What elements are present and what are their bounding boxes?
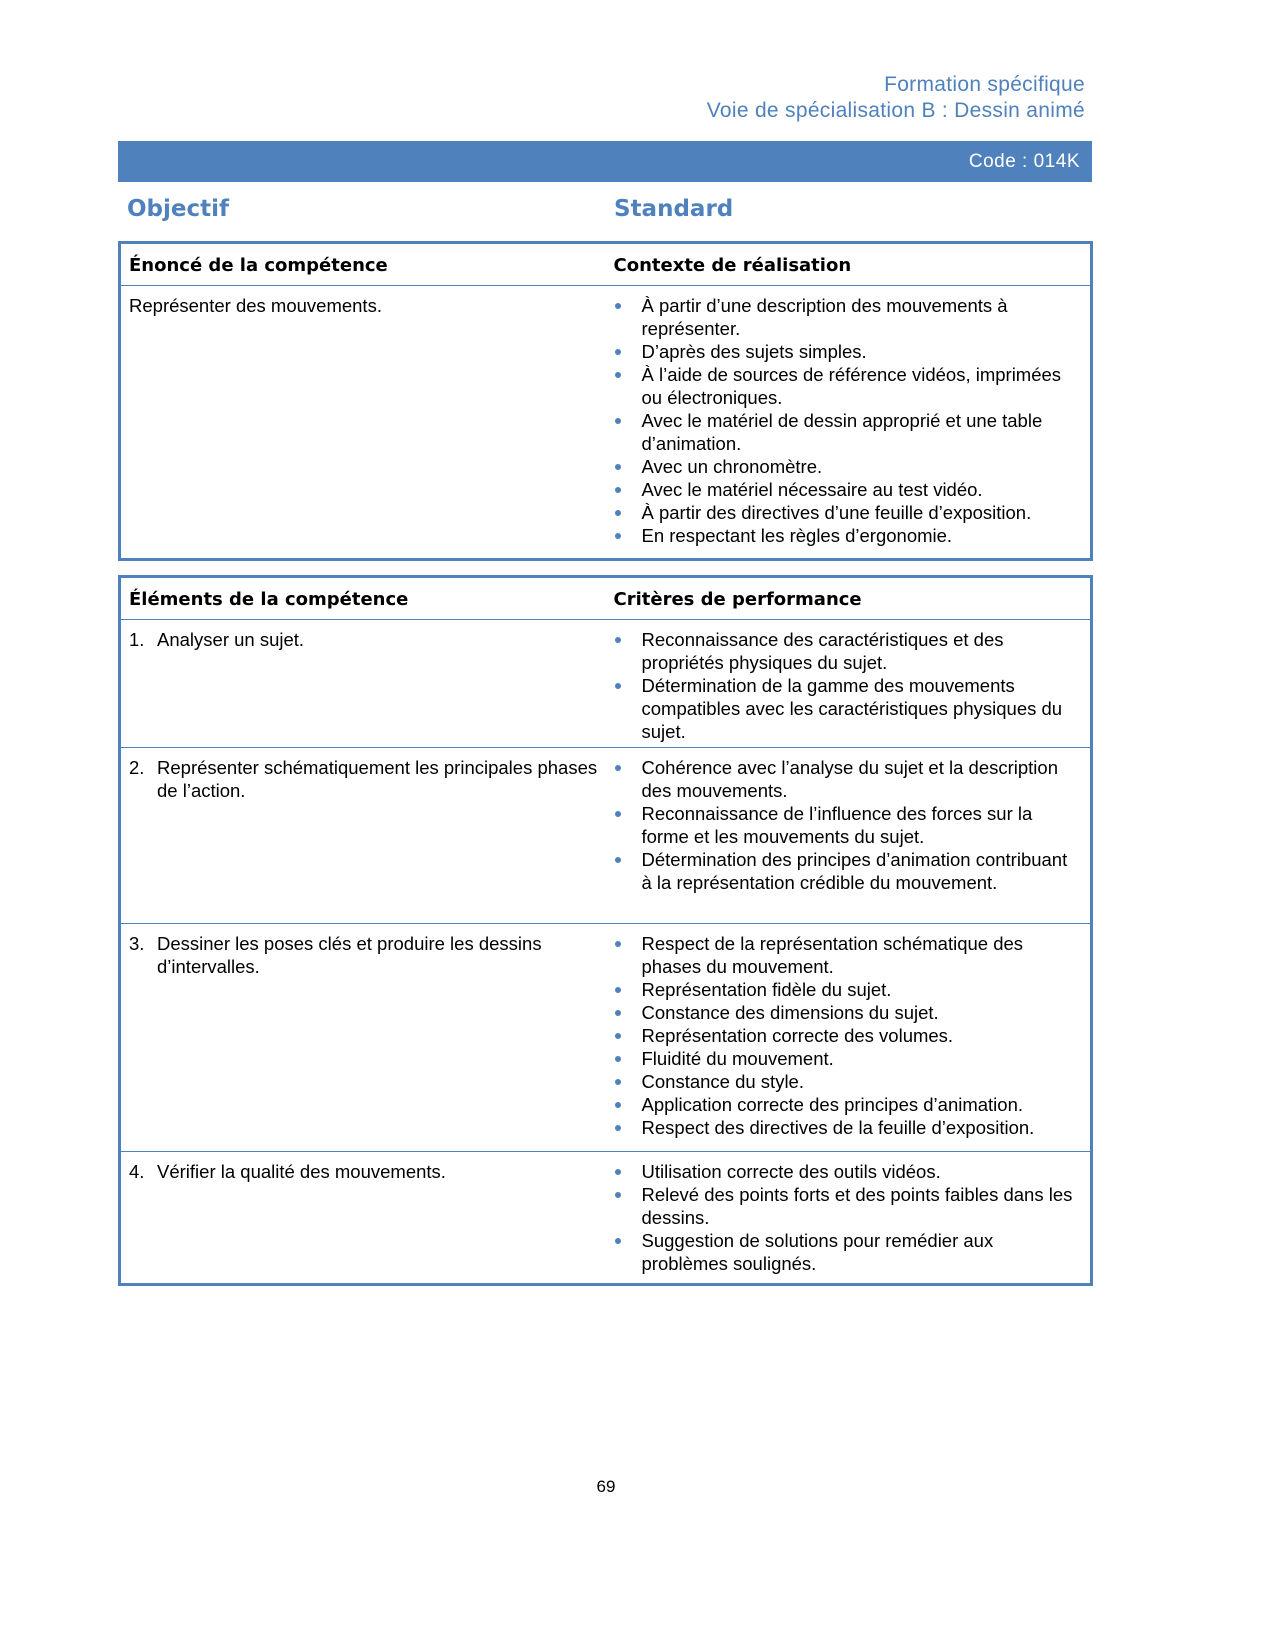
element-cell xyxy=(120,924,606,1152)
bullet-item: Détermination de la gamme des mouvements compatibles avec les caractéristiques physiques du sujet. xyxy=(642,674,1083,743)
bullet-item: Avec le matériel de dessin approprié et une table d’animation. xyxy=(642,409,1083,455)
criteria-cell xyxy=(606,924,1092,1152)
bullet-item: Constance du style. xyxy=(642,1070,1083,1093)
element-text: Représenter schématiquement les principales phases de l’action. xyxy=(157,757,598,801)
bullet-item: Reconnaissance de l’influence des forces sur la forme et les mouvements du sujet. xyxy=(642,802,1083,848)
table-row xyxy=(120,620,1092,748)
col-header: Énoncé de la compétence xyxy=(120,243,606,286)
element-cell xyxy=(120,620,606,748)
element-number: 2. xyxy=(129,757,145,778)
page-number: 69 xyxy=(596,1477,616,1496)
element-text: Analyser un sujet. xyxy=(157,629,305,650)
element-number: 4. xyxy=(129,1161,145,1182)
bullet-item: Respect des directives de la feuille d’exposition. xyxy=(642,1116,1083,1139)
bullet-item: D’après des sujets simples. xyxy=(642,340,1083,363)
element-number: 3. xyxy=(129,933,145,954)
element-text: Dessiner les poses clés et produire les dessins d’intervalles. xyxy=(157,933,542,977)
bullet-item: Représentation fidèle du sujet. xyxy=(642,978,1083,1001)
bullet-item: À partir des directives d’une feuille d’exposition. xyxy=(642,501,1083,524)
bullet-item: Avec le matériel nécessaire au test vidéo. xyxy=(642,478,1083,501)
header-line-2: Voie de spécialisation B : Dessin animé xyxy=(706,99,1085,122)
criteria-cell xyxy=(606,620,1092,748)
bullet-item: Utilisation correcte des outils vidéos. xyxy=(642,1160,1083,1183)
bullet-item: En respectant les règles d’ergonomie. xyxy=(642,524,1083,547)
criteria-cell xyxy=(606,1152,1092,1285)
element-number: 1. xyxy=(129,629,145,650)
competence-table xyxy=(118,241,1093,561)
table-row xyxy=(120,924,1092,1152)
bullet-item: Avec un chronomètre. xyxy=(642,455,1083,478)
code-band xyxy=(118,141,1092,182)
elements-table xyxy=(118,575,1093,1286)
section-standard: Standard xyxy=(614,196,734,222)
statement-cell: Représenter des mouvements. xyxy=(120,286,606,560)
code-label: Code : 014K xyxy=(968,151,1080,172)
bullet-item: Cohérence avec l’analyse du sujet et la description des mouvements. xyxy=(642,756,1083,802)
bullet-item: Application correcte des principes d’animation. xyxy=(642,1093,1083,1116)
table-row xyxy=(120,748,1092,924)
bullet-item: Reconnaissance des caractéristiques et des propriétés physiques du sujet. xyxy=(642,628,1083,674)
element-cell xyxy=(120,748,606,924)
bullet-item: Détermination des principes d’animation contribuant à la représentation crédible du mouvement. xyxy=(642,848,1083,894)
element-cell xyxy=(120,1152,606,1285)
bullet-item: Représentation correcte des volumes. xyxy=(642,1024,1083,1047)
col-header: Éléments de la compétence xyxy=(120,577,606,620)
bullet-item: À partir d’une description des mouvements à représenter. xyxy=(642,294,1083,340)
col-header: Contexte de réalisation xyxy=(606,243,1092,286)
section-objectif: Objectif xyxy=(127,196,230,222)
bullet-item: Constance des dimensions du sujet. xyxy=(642,1001,1083,1024)
col-header: Critères de performance xyxy=(606,577,1092,620)
element-text: Vérifier la qualité des mouvements. xyxy=(157,1161,446,1182)
header-line-1: Formation spécifique xyxy=(884,73,1085,96)
context-cell xyxy=(606,286,1092,560)
bullet-item: À l’aide de sources de référence vidéos, imprimées ou électroniques. xyxy=(642,363,1083,409)
criteria-cell xyxy=(606,748,1092,924)
bullet-item: Suggestion de solutions pour remédier aux problèmes soulignés. xyxy=(642,1229,1083,1275)
running-header xyxy=(707,72,1085,124)
table-row xyxy=(120,1152,1092,1285)
bullet-item: Relevé des points forts et des points faibles dans les dessins. xyxy=(642,1183,1083,1229)
bullet-item: Respect de la représentation schématique des phases du mouvement. xyxy=(642,932,1083,978)
bullet-item: Fluidité du mouvement. xyxy=(642,1047,1083,1070)
